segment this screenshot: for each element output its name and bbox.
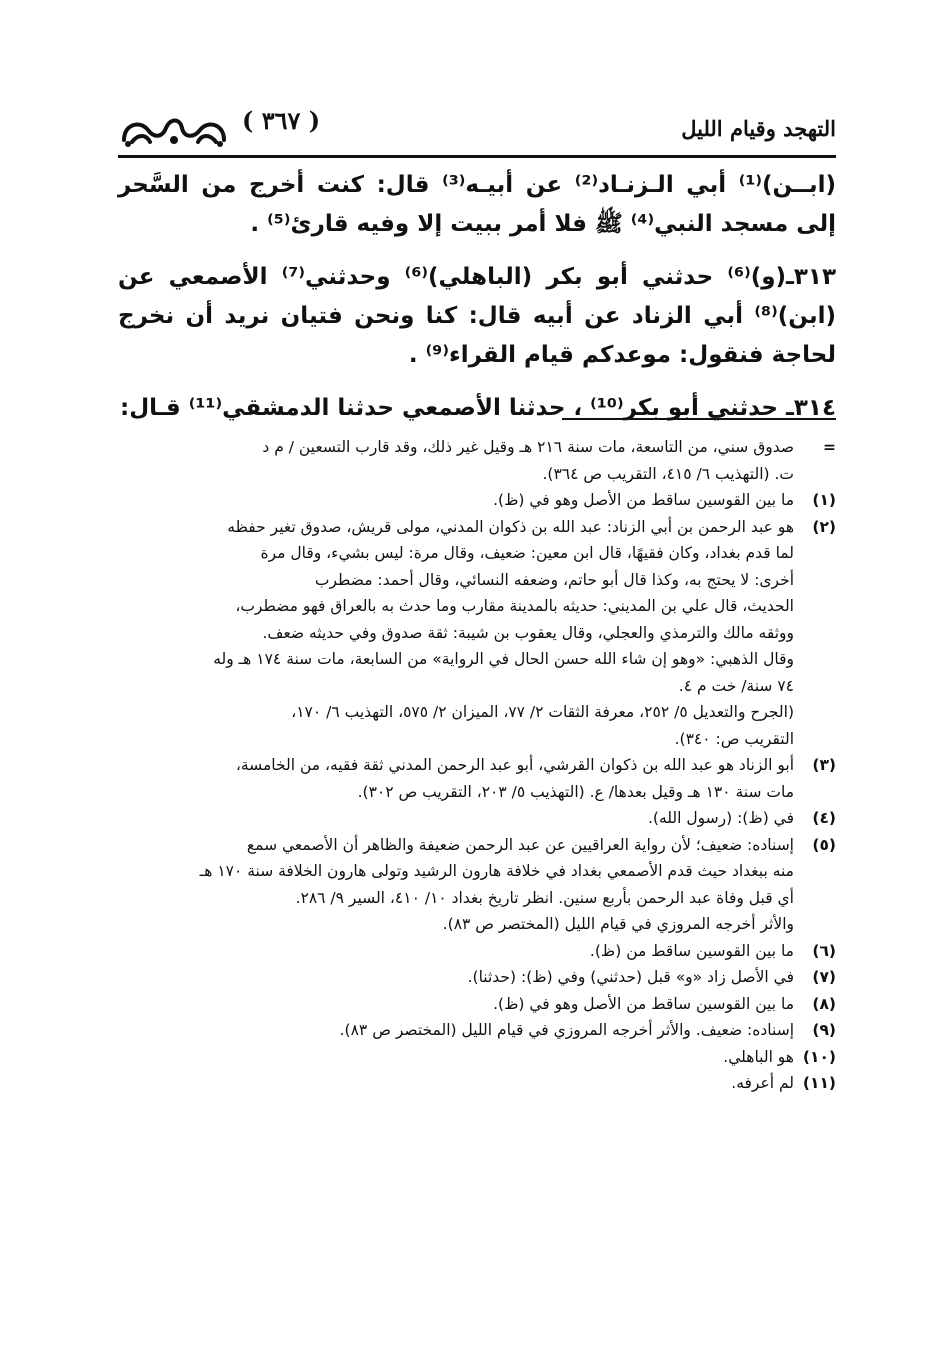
footnote-line: في (ظ): (رسول الله). [648,809,794,827]
footnote-marker: (٥) [812,835,836,854]
footnote-marker: (٧) [812,968,836,986]
footnote-line: مات سنة ١٣٠ هـ وقيل بعدها/ ع. (التهذيب ٥/ ٢٠٣، التقريب ص ٣٠٢). [357,782,794,801]
footnote-text [118,1044,794,1071]
footnote-line: ٧٤ سنة/ خت م ٤. [678,676,794,695]
footnote-line: التقريب ص: ٣٤٠). [674,729,794,748]
header-rule [118,155,836,158]
footnote-line: ما بين القوسين ساقط من الأصل وهو في (ظ). [493,491,794,509]
footnote-marker: (٦) [812,941,836,960]
footnote-line: وقال الذهبي: «وهو إن شاء الله حسن الحال في الرواية» من السابعة، مات سنة ١٧٤ هـ وله [213,650,794,668]
decorative-ornament-icon [118,110,230,150]
footnote-text [118,487,794,514]
footnote-continued [118,434,836,487]
page-number: ( ٣٦٧ ) [242,106,321,135]
footnote-11 [118,1070,836,1097]
footnote-text [118,991,794,1018]
footnote-line: ووثقه مالك والترمذي والعجلي، وقال يعقوب بن شيبة: ثقة صدوق وفي حديثه ضعف. [262,623,794,642]
footnote-line: لم أعرفه. [731,1074,794,1092]
footnote-text [118,832,794,938]
footnote-line: صدوق سني، من التاسعة، مات سنة ٢١٦ هـ وقيل غير ذلك، وقد قارب التسعين / م د [262,438,794,456]
paragraph-hadith-314: ٣١٤ـ حدثني أبو بكر⁽¹⁰⁾ ، حدثنا الأصمعي حدثنا الدمشقي⁽¹¹⁾ قـال: [120,395,836,421]
running-title: التهجد وقيام الليل [681,116,836,141]
footnote-line: (الجرح والتعديل ٥/ ٢٥٢، معرفة الثقات ٢/ ٧٧، الميزان ٢/ ٥٧٥، التهذيب ٦/ ١٧٠، [291,703,794,721]
footnote-line: الحديث، قال علي بن المديني: حديثه بالمدينة مقارب وما حدث به بالعراق فهو مضطرب، [235,597,794,615]
footnote-marker: = [823,438,836,456]
footnote-text [118,938,794,965]
footnote-text [118,514,794,753]
footnote-8 [118,991,836,1018]
footnotes [118,434,836,1097]
footnote-line: ت. (التهذيب ٦/ ٤١٥، التقريب ص ٣٦٤). [542,464,794,483]
footnote-line: هو عبد الرحمن بن أبي الزناد: عبد الله بن ذكوان المدني، مولى قريش، صدوق تغير حفظه [227,517,794,536]
footnote-marker: (٢) [812,517,836,536]
footnote-text [118,964,794,991]
footnote-text [118,1070,794,1097]
footnote-line: منه ببغداد حيث قدم الأصمعي بغداد في خلافة هارون الرشيد وتولى هارون الخلافة سنة ١٧٠ هـ [199,862,794,880]
footnote-line: أبو الزناد هو عبد الله بن ذكوان القرشي، أبو عبد الرحمن المدني ثقة فقيه، من الخامسة، [235,756,794,774]
page-header [118,104,836,150]
footnote-marker: (١٠) [802,1047,836,1066]
footnote-marker: (٣) [812,756,836,774]
footnote-line: إسناده: ضعيف. والأثر أخرجه المروزي في قيام الليل (المختصر ص ٨٣). [339,1021,794,1039]
footnote-text [118,434,794,487]
footnote-line: لما قدم بغداد، وكان فقيهًا، قال ابن معين: ضعيف، وقال مرة: ليس بشيء، وقال مرة [260,544,794,562]
footnote-5 [118,832,836,938]
footnote-4 [118,805,836,832]
footnote-separator [562,418,836,420]
footnote-line: في الأصل زاد «و» قبل (حدثني) وفي (ظ): (حدثنا). [467,968,794,986]
footnote-line: ما بين القوسين ساقط من (ظ). [589,941,794,960]
footnote-line: أخرى: لا يحتج به، وكذا قال أبو حاتم، وضعفه النسائي، وقال أحمد: مضطرب [314,570,794,589]
paragraph-hadith-313: ٣١٣ـ(و)⁽⁶⁾ حدثني أبو بكر (الباهلي)⁽⁶⁾ وحدثني⁽⁷⁾ الأصمعي عن (ابن)⁽⁸⁾ أبي الزناد عن أبيه قال: كنا ونحن فتيان نريد أن نخرج لحاجة فنقول: موعدكم قيام القراء⁽⁹⁾ . [118,264,837,368]
footnote-6 [118,938,836,965]
main-text [118,166,836,442]
footnote-line: ما بين القوسين ساقط من الأصل وهو في (ظ). [493,994,794,1013]
footnote-line: هو الباهلي. [723,1047,794,1066]
paragraph-hadith-continuation: (ابــن)⁽¹⁾ أبي الـزنـاد⁽²⁾ عن أبيـه⁽³⁾ قال: كنت أخرج من السَّحر إلى مسجد النبي⁽⁴⁾ ﷺ فلا أمر ببيت إلا وفيه قارئ⁽⁵⁾ . [118,172,836,237]
footnote-line: والأثر أخرجه المروزي في قيام الليل (المختصر ص ٨٣). [442,915,794,933]
footnote-line: أي قبل وفاة عبد الرحمن بأربع سنين. انظر تاريخ بغداد ١٠/ ٤١٠، السير ٩/ ٢٨٦. [295,888,794,907]
footnote-marker: (٤) [812,809,836,827]
footnote-3 [118,752,836,805]
footnote-text [118,1017,794,1044]
footnote-text [118,805,794,832]
footnote-marker: (١) [812,491,836,509]
footnote-7 [118,964,836,991]
footnote-line: إسناده: ضعيف؛ لأن رواية العراقيين عن عبد الرحمن ضعيفة والظاهر أن الأصمعي سمع [246,835,794,854]
footnote-2 [118,514,836,753]
footnote-9 [118,1017,836,1044]
footnote-text [118,752,794,805]
footnote-marker: (٨) [812,994,836,1013]
footnote-marker: (١١) [802,1074,836,1092]
footnote-10 [118,1044,836,1071]
footnote-1 [118,487,836,514]
footnote-marker: (٩) [812,1021,836,1039]
